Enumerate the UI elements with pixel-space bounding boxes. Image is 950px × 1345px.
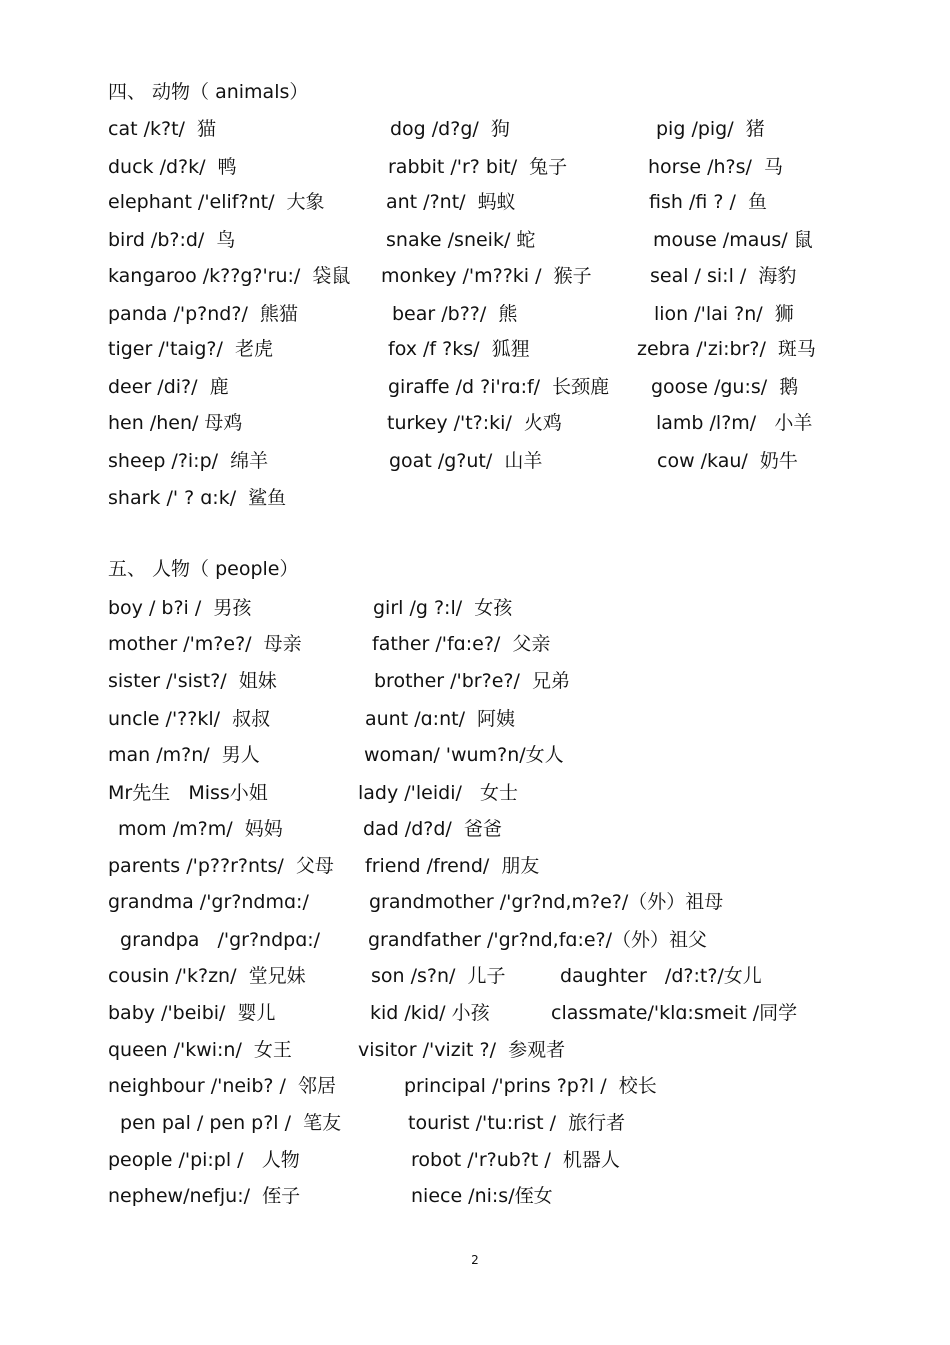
vocab-entry: snake /sneik/ 蛇 xyxy=(386,229,536,251)
vocab-entry: fish /fi ? / 鱼 xyxy=(649,191,767,213)
vocab-entry: man /m?n/ 男人 xyxy=(108,744,260,766)
vocab-entry: goat /g?ut/ 山羊 xyxy=(389,450,543,472)
vocab-entry: cow /kau/ 奶牛 xyxy=(657,450,798,472)
vocab-entry: robot /'r?ub?t / 机器人 xyxy=(411,1149,620,1171)
vocab-entry: cat /k?t/ 猫 xyxy=(108,118,216,140)
vocab-entry: woman/ 'wum?n/女人 xyxy=(364,744,564,766)
vocab-entry: dad /d?d/ 爸爸 xyxy=(363,818,502,840)
vocab-entry: lamb /l?m/ 小羊 xyxy=(656,412,813,434)
vocab-entry: visitor /'vizit ?/ 参观者 xyxy=(358,1039,566,1061)
vocab-entry: people /'pi:pl / 人物 xyxy=(108,1149,300,1171)
vocab-entry: fox /f ?ks/ 狐狸 xyxy=(388,338,530,360)
vocab-entry: duck /d?k/ 鸭 xyxy=(108,156,237,178)
vocab-entry: bird /b?:d/ 鸟 xyxy=(108,229,236,251)
vocab-entry: rabbit /'r? bit/ 兔子 xyxy=(388,156,568,178)
vocab-entry: friend /frend/ 朋友 xyxy=(365,855,540,877)
vocab-entry: grandmother /'gr?nd,m?e?/（外）祖母 xyxy=(369,891,724,913)
vocab-entry: pig /pig/ 猪 xyxy=(656,118,765,140)
vocab-entry: giraffe /d ?i'rɑ:f/ 长颈鹿 xyxy=(388,376,610,398)
vocab-entry: elephant /'elif?nt/ 大象 xyxy=(108,191,325,213)
vocab-entry: brother /'br?e?/ 兄弟 xyxy=(374,670,570,692)
vocab-entry: grandma /'gr?ndmɑ:/ xyxy=(108,891,309,913)
vocab-entry: tourist /'tu:rist / 旅行者 xyxy=(408,1112,626,1134)
vocab-entry: mom /m?m/ 妈妈 xyxy=(112,818,283,840)
vocab-entry: daughter /d?:t?/女儿 xyxy=(560,965,762,987)
vocab-entry: deer /di?/ 鹿 xyxy=(108,376,229,398)
vocab-entry: father /'fɑ:e?/ 父亲 xyxy=(372,633,551,655)
vocab-entry: kangaroo /k??g?'ru:/ 袋鼠 xyxy=(108,265,351,287)
vocab-entry: baby /'beibi/ 婴儿 xyxy=(108,1002,276,1024)
vocab-entry: son /s?n/ 儿子 xyxy=(371,965,506,987)
vocab-entry: sister /'sist?/ 姐妹 xyxy=(108,670,277,692)
vocab-entry: uncle /'??kl/ 叔叔 xyxy=(108,708,271,730)
vocab-entry: shark /' ? ɑ:k/ 鲨鱼 xyxy=(108,487,287,509)
vocab-entry: tiger /'taig?/ 老虎 xyxy=(108,338,273,360)
section-heading-animals: 四、 动物（ animals） xyxy=(108,81,309,103)
vocab-entry: lion /'lai ?n/ 狮 xyxy=(654,303,794,325)
vocab-entry: ant /?nt/ 蚂蚁 xyxy=(386,191,516,213)
vocab-entry: grandfather /'gr?nd,fɑ:e?/（外）祖父 xyxy=(368,929,708,951)
vocab-entry: mouse /maus/ 鼠 xyxy=(653,229,813,251)
vocab-entry: panda /'p?nd?/ 熊猫 xyxy=(108,303,298,325)
vocab-entry: nephew/nefju:/ 侄子 xyxy=(108,1185,301,1207)
vocab-entry: sheep /?i:p/ 绵羊 xyxy=(108,450,269,472)
vocab-entry: turkey /'t?:ki/ 火鸡 xyxy=(387,412,562,434)
vocab-entry: queen /'kwi:n/ 女王 xyxy=(108,1039,292,1061)
vocab-entry: monkey /'m??ki / 猴子 xyxy=(381,265,592,287)
section-heading-people: 五、 人物（ people） xyxy=(108,558,299,580)
vocab-entry: boy / b?i / 男孩 xyxy=(108,597,252,619)
vocab-entry: Mr先生 Miss小姐 xyxy=(108,782,268,804)
vocab-entry: neighbour /'neib? / 邻居 xyxy=(108,1075,336,1097)
vocab-entry: aunt /ɑ:nt/ 阿姨 xyxy=(365,708,516,730)
vocab-entry: dog /d?g/ 狗 xyxy=(390,118,510,140)
vocab-entry: mother /'m?e?/ 母亲 xyxy=(108,633,302,655)
vocab-entry: bear /b??/ 熊 xyxy=(392,303,518,325)
vocab-entry: principal /'prins ?p?l / 校长 xyxy=(404,1075,657,1097)
vocab-entry: cousin /'k?zn/ 堂兄妹 xyxy=(108,965,306,987)
vocab-entry: hen /hen/ 母鸡 xyxy=(108,412,243,434)
vocab-entry: girl /g ?:l/ 女孩 xyxy=(373,597,513,619)
vocab-entry: horse /h?s/ 马 xyxy=(648,156,784,178)
vocab-entry: seal / si:l / 海豹 xyxy=(650,265,797,287)
vocab-entry: niece /ni:s/侄女 xyxy=(411,1185,553,1207)
vocab-entry: parents /'p??r?nts/ 父母 xyxy=(108,855,334,877)
vocab-entry: classmate/'klɑ:smeit /同学 xyxy=(551,1002,798,1024)
vocab-entry: lady /'leidi/ 女士 xyxy=(358,782,518,804)
vocab-entry: kid /kid/ 小孩 xyxy=(370,1002,490,1024)
vocab-entry: zebra /'zi:br?/ 斑马 xyxy=(637,338,816,360)
vocab-entry: goose /gu:s/ 鹅 xyxy=(651,376,799,398)
vocab-entry: grandpa /'gr?ndpɑ:/ xyxy=(114,929,321,951)
vocab-entry: pen pal / pen p?l / 笔友 xyxy=(114,1112,342,1134)
page-number: 2 xyxy=(471,1253,479,1267)
